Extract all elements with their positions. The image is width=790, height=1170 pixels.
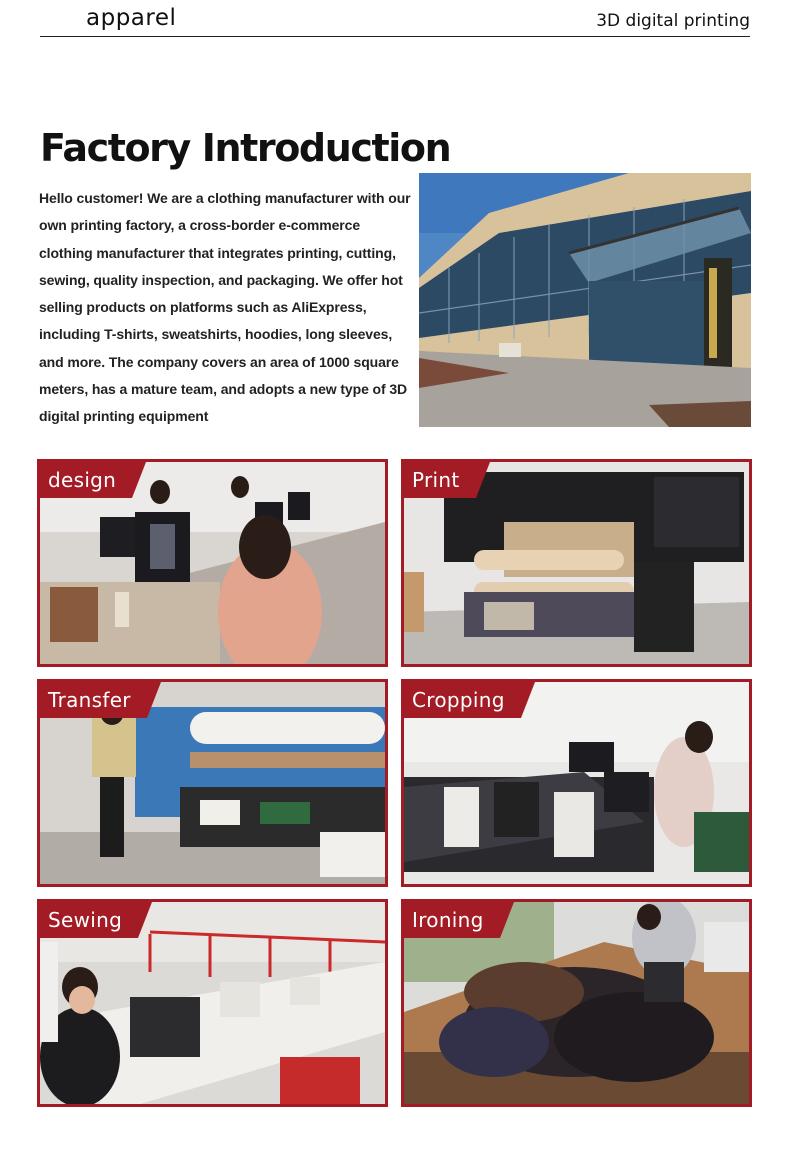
process-label-sewing: Sewing (40, 902, 138, 938)
process-label-design: design (40, 462, 132, 498)
intro-paragraph: Hello customer! We are a clothing manufacturer with our own printing factory, a cross-border e-commerce clothing manufacturer that integrates printing, cutting, sewing, quality inspection, and packaging. We offer hot selling products on platforms such as AliExpress, including T-shirts, sweatshirts, hoodies, long sleeves, and more. The company covers an area of 1000 square meters, has a mature team, and adopts a new type of 3D digital printing equipment (39, 190, 411, 425)
factory-building-photo (419, 173, 751, 427)
process-label-print: Print (404, 462, 476, 498)
process-tile-ironing (401, 899, 752, 1107)
process-tile-print (401, 459, 752, 667)
process-tile-design (37, 459, 388, 667)
intro-title: Factory Introduction (40, 126, 451, 170)
process-tile-cropping (401, 679, 752, 887)
brand-name: apparel (86, 5, 177, 31)
header-tagline: 3D digital printing (596, 11, 750, 31)
header-divider (40, 36, 750, 37)
process-tile-sewing (37, 899, 388, 1107)
process-label-transfer: Transfer (40, 682, 147, 718)
process-label-ironing: Ironing (404, 902, 500, 938)
process-tile-transfer (37, 679, 388, 887)
process-label-cropping: Cropping (404, 682, 521, 718)
